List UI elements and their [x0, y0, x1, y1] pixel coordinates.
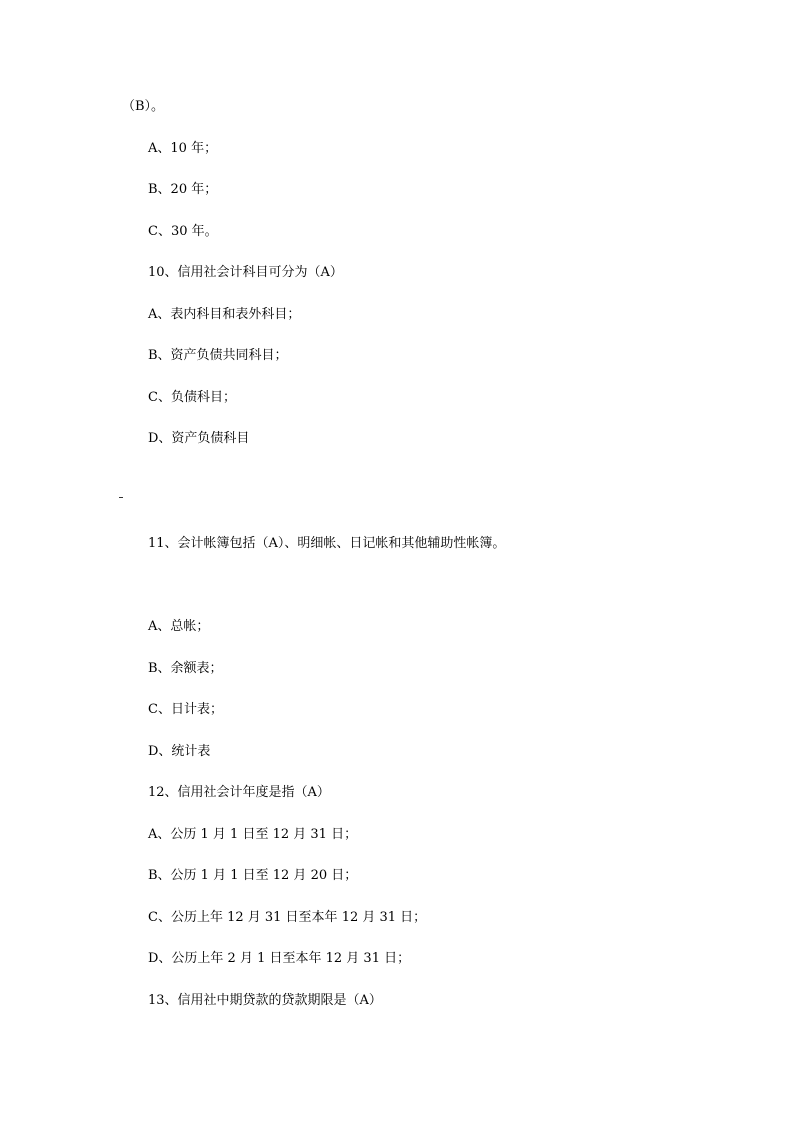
question-13: 13、信用社中期贷款的贷款期限是（A） [148, 993, 382, 1008]
option-c-30-years: C、30 年。 [148, 224, 218, 239]
question-10-option-a: A、表内科目和表外科目； [148, 307, 301, 322]
question-11-option-b: B、余额表； [148, 661, 223, 676]
question-11-option-a: A、总帐； [148, 619, 210, 634]
question-12-option-d: D、公历上年 2 月 1 日至本年 12 月 31 日； [148, 951, 411, 966]
option-b-20-years: B、20 年； [148, 182, 218, 197]
question-12-option-c: C、公历上年 12 月 31 日至本年 12 月 31 日； [148, 910, 427, 925]
question-12: 12、信用社会计年度是指（A） [148, 785, 330, 800]
page-break-mark [119, 497, 123, 498]
question-11-option-c: C、日计表； [148, 702, 223, 717]
question-10-option-b: B、资产负债共同科目； [148, 348, 288, 363]
question-10: 10、信用社会计科目可分为（A） [148, 265, 343, 280]
question-10-option-d: D、资产负债科目 [148, 431, 250, 446]
option-a-10-years: A、10 年； [148, 141, 218, 156]
question-11: 11、会计帐簿包括（A）、明细帐、日记帐和其他辅助性帐簿。 [148, 536, 506, 551]
question-12-option-a: A、公历 1 月 1 日至 12 月 31 日； [148, 827, 358, 842]
text-line-answer-b: （B）。 [122, 99, 165, 114]
question-12-option-b: B、公历 1 月 1 日至 12 月 20 日； [148, 868, 358, 883]
question-11-option-d: D、统计表 [148, 744, 211, 759]
question-10-option-c: C、负债科目； [148, 390, 236, 405]
